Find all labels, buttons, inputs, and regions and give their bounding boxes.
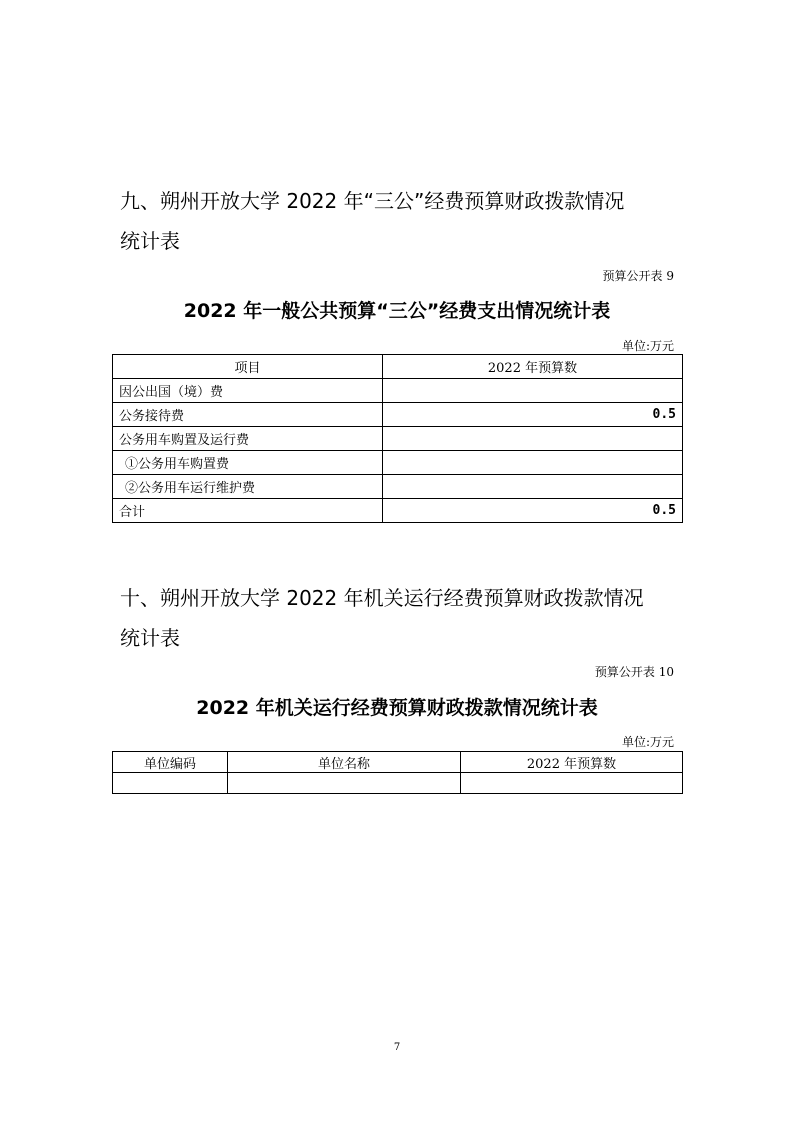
row-item: 合计: [113, 499, 383, 523]
section9-unit: 单位:万元: [621, 339, 674, 353]
row-item: 公务接待费: [113, 403, 383, 427]
row-value: 0.5: [383, 499, 683, 523]
section9-heading: [120, 181, 680, 261]
page-number: 7: [393, 1042, 401, 1053]
section10-heading: [120, 578, 680, 658]
row-value: [383, 379, 683, 403]
column-header-unit-code: 单位编码: [113, 752, 228, 773]
row-item: ①公务用车购置费: [113, 451, 383, 475]
row-value: [383, 451, 683, 475]
section10-heading-line1: 十、朔州开放大学 2022 年机关运行经费预算财政拨款情况: [120, 586, 644, 610]
section9-table-number: 预算公开表 9: [602, 269, 674, 283]
column-header-budget: 2022 年预算数: [383, 355, 683, 379]
row-item: 公务用车购置及运行费: [113, 427, 383, 451]
row-code: [113, 773, 228, 794]
section9-table: [112, 354, 683, 523]
table-row: [113, 427, 683, 451]
table-header-row: [113, 752, 683, 773]
section10-heading-line2: 统计表: [120, 626, 180, 650]
section10-table: [112, 751, 683, 794]
row-item: ②公务用车运行维护费: [113, 475, 383, 499]
column-header-budget: 2022 年预算数: [461, 752, 683, 773]
column-header-unit-name: 单位名称: [228, 752, 461, 773]
section10-unit: 单位:万元: [621, 735, 674, 749]
section10-table-number: 预算公开表 10: [594, 665, 674, 679]
table-header-row: [113, 355, 683, 379]
row-item: 因公出国（境）费: [113, 379, 383, 403]
table-row: [113, 379, 683, 403]
table-row: [113, 403, 683, 427]
section10-table-title: 2022 年机关运行经费预算财政拨款情况统计表: [196, 697, 598, 719]
row-value: [461, 773, 683, 794]
section9-heading-line2: 统计表: [120, 229, 180, 253]
row-value: 0.5: [383, 403, 683, 427]
table-row: [113, 475, 683, 499]
section9-table-title: 2022 年一般公共预算“三公”经费支出情况统计表: [183, 300, 611, 322]
table-row: [113, 773, 683, 794]
table-row: [113, 451, 683, 475]
row-name: [228, 773, 461, 794]
row-value: [383, 427, 683, 451]
column-header-item: 项目: [113, 355, 383, 379]
row-value: [383, 475, 683, 499]
section9-heading-line1: 九、朔州开放大学 2022 年“三公”经费预算财政拨款情况: [120, 189, 625, 213]
table-total-row: [113, 499, 683, 523]
